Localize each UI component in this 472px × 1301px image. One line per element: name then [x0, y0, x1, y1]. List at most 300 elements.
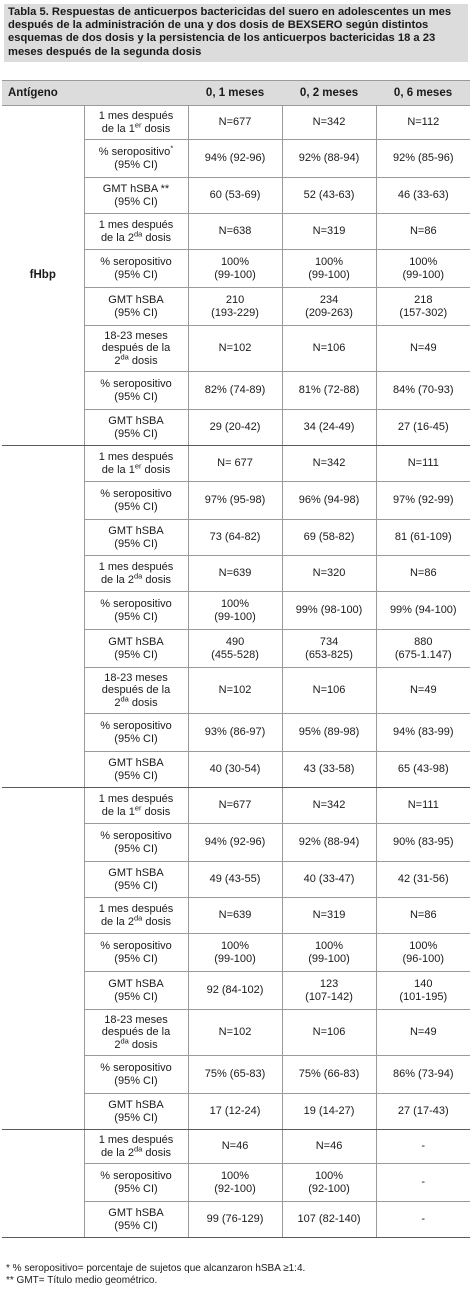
antigen-cell	[2, 446, 84, 788]
value-text: N=342	[312, 457, 346, 470]
row-description	[84, 592, 188, 630]
value-cell	[282, 326, 376, 372]
value-cell	[376, 752, 470, 788]
value-cell	[376, 1164, 470, 1202]
value-text: 19 (14-27)	[303, 1105, 355, 1118]
value-text: (99-100)	[214, 952, 256, 965]
value-text: 60 (53-69)	[209, 189, 261, 202]
value-cell	[188, 1202, 282, 1238]
value-cell	[376, 556, 470, 592]
value-text: N=319	[312, 225, 346, 238]
row-description	[84, 556, 188, 592]
value-text: N=639	[218, 567, 252, 580]
value-text: 94% (92-96)	[204, 836, 266, 849]
value-cell	[282, 482, 376, 520]
results-table	[2, 80, 470, 1238]
desc-suffix: dosis	[142, 1146, 172, 1159]
value-text: N=49	[409, 684, 437, 697]
value-cell	[282, 972, 376, 1010]
row-description	[84, 1202, 188, 1238]
row-description	[84, 214, 188, 250]
row-description	[84, 788, 188, 824]
value-text: 218	[414, 294, 433, 306]
value-text: N=677	[218, 116, 252, 129]
value-text: 29 (20-42)	[209, 421, 261, 434]
value-cell	[282, 898, 376, 934]
desc-suffix: dosis	[141, 805, 171, 818]
value-text: (675-1.147)	[394, 648, 452, 661]
row-description	[84, 372, 188, 410]
value-cell	[376, 934, 470, 972]
value-text: N=106	[312, 684, 346, 697]
value-cell	[188, 668, 282, 714]
value-text: N=86	[409, 567, 437, 580]
value-text: N=677	[218, 799, 252, 812]
value-text: 42 (31-56)	[397, 873, 449, 886]
value-cell	[188, 326, 282, 372]
value-text: 490	[225, 636, 245, 648]
desc-suffix: dosis	[142, 573, 172, 586]
value-text: 49 (43-55)	[209, 873, 261, 886]
row-description	[84, 140, 188, 178]
table-row	[2, 788, 470, 824]
desc-line-1: % seropositivo	[100, 940, 172, 952]
value-cell	[188, 1056, 282, 1094]
value-text: 27 (17-43)	[397, 1105, 449, 1118]
value-text: 34 (24-49)	[303, 421, 355, 434]
value-text: 92% (88-94)	[298, 152, 360, 165]
value-text: N=86	[409, 909, 437, 922]
value-text: -	[421, 1213, 426, 1226]
row-description	[84, 1010, 188, 1056]
antigen-cell	[2, 788, 84, 1130]
value-cell	[282, 446, 376, 482]
value-cell	[188, 288, 282, 326]
desc-line-1: GMT hSBA **	[102, 183, 170, 195]
row-description	[84, 1130, 188, 1164]
value-text: 90% (83-95)	[392, 836, 454, 849]
value-cell	[188, 1094, 282, 1130]
value-cell	[282, 592, 376, 630]
desc-line-1: % seropositivo	[100, 378, 172, 390]
row-description	[84, 668, 188, 714]
col-header-0-1: 0, 1 meses	[188, 81, 282, 106]
row-description	[84, 752, 188, 788]
value-cell	[376, 972, 470, 1010]
value-cell	[282, 714, 376, 752]
row-description	[84, 824, 188, 862]
value-text: N=106	[312, 1026, 346, 1039]
value-cell	[188, 106, 282, 140]
row-description	[84, 410, 188, 446]
value-cell	[282, 214, 376, 250]
desc-line-1: % seropositivo	[100, 720, 172, 732]
desc-suffix: dosis	[128, 1038, 158, 1051]
value-cell	[376, 288, 470, 326]
desc-line-2: de la 1	[101, 122, 135, 135]
value-text: (96-100)	[402, 952, 445, 965]
row-description	[84, 862, 188, 898]
table-row	[2, 106, 470, 140]
desc-line-1: 1 mes después	[98, 1134, 174, 1146]
desc-line-1: GMT hSBA	[108, 636, 164, 648]
desc-line-2: (95% CI)	[114, 990, 158, 1003]
desc-superscript: da	[133, 1143, 143, 1153]
desc-line-2: de la 2	[100, 1146, 134, 1159]
desc-line-1: % seropositivo	[100, 598, 172, 610]
value-text: N=86	[409, 225, 437, 238]
desc-line-1: GMT hSBA	[108, 867, 164, 879]
value-text: (455-528)	[211, 648, 259, 661]
value-cell	[188, 1164, 282, 1202]
row-description	[84, 1164, 188, 1202]
value-text: 75% (66-83)	[298, 1068, 360, 1081]
value-cell	[376, 446, 470, 482]
value-cell	[188, 372, 282, 410]
value-text: N=112	[407, 116, 440, 129]
value-text: N=111	[407, 457, 439, 470]
value-cell	[282, 140, 376, 178]
desc-line-3: 2	[114, 696, 121, 709]
antigen-cell: fHbp	[2, 106, 84, 446]
desc-line-1: 1 mes después	[98, 110, 174, 122]
desc-line-2: de la 1	[101, 805, 135, 818]
value-cell	[376, 824, 470, 862]
footnotes	[6, 1263, 305, 1287]
antigen-cell	[2, 1130, 84, 1238]
desc-line-2: (95% CI)	[114, 158, 158, 171]
row-description	[84, 250, 188, 288]
desc-line-2: (95% CI)	[114, 952, 158, 965]
value-cell	[188, 214, 282, 250]
value-cell	[188, 862, 282, 898]
value-text: 97% (95-98)	[204, 494, 266, 507]
row-description	[84, 326, 188, 372]
value-text: 86% (73-94)	[392, 1068, 454, 1081]
desc-line-2: (95% CI)	[114, 306, 158, 319]
footnote-gmt: ** GMT= Título medio geométrico.	[6, 1275, 158, 1286]
value-cell	[188, 824, 282, 862]
desc-line-1: 18-23 meses	[104, 671, 168, 684]
value-text: (92-100)	[308, 1182, 350, 1195]
desc-line-1: % seropositivo	[100, 256, 172, 268]
value-text: N=638	[218, 225, 252, 238]
value-text: N=49	[409, 342, 437, 355]
value-cell	[188, 972, 282, 1010]
desc-line-1: GMT hSBA	[108, 1099, 164, 1111]
row-description	[84, 1056, 188, 1094]
value-cell	[282, 106, 376, 140]
value-cell	[282, 668, 376, 714]
value-text: 81 (61-109)	[394, 531, 452, 544]
value-text: (157-302)	[399, 306, 448, 319]
value-cell	[376, 140, 470, 178]
row-description	[84, 714, 188, 752]
value-text: 69 (58-82)	[303, 531, 355, 544]
value-cell	[376, 1130, 470, 1164]
value-cell	[376, 668, 470, 714]
value-text: 100%	[220, 940, 250, 952]
desc-superscript: da	[120, 352, 129, 362]
value-text: 100%	[220, 256, 250, 268]
desc-line-1: 1 mes después	[98, 561, 174, 573]
value-cell	[282, 556, 376, 592]
value-text: 27 (16-45)	[397, 421, 449, 434]
value-text: 75% (65-83)	[204, 1068, 266, 1081]
desc-line-2: (95% CI)	[114, 732, 158, 745]
value-cell	[188, 1130, 282, 1164]
value-text: 97% (92-99)	[392, 494, 454, 507]
value-text: 82% (74-89)	[204, 384, 266, 397]
desc-line-1: % seropositivo	[100, 1062, 172, 1074]
desc-line-1: GMT hSBA	[108, 294, 164, 306]
desc-superscript: er	[134, 460, 142, 470]
table-row	[2, 446, 470, 482]
value-cell	[282, 934, 376, 972]
desc-line-1: % seropositivo	[100, 830, 172, 842]
value-cell	[282, 862, 376, 898]
table-title: Tabla 5. Respuestas de anticuerpos bactericidas del suero en adolescentes un mes después de la administración de una y dos dosis de BEXSERO según distintos esquemas de dos dosis y la persistencia de los anticuerpos bactericidas 18 a 23 meses después de la segunda dosis	[4, 4, 468, 62]
value-text: 46 (33-63)	[397, 189, 449, 202]
desc-superscript: *	[170, 143, 174, 153]
value-text: 96% (94-98)	[298, 494, 360, 507]
desc-line-3: 2	[114, 1038, 121, 1051]
value-text: 100%	[314, 940, 344, 952]
desc-line-2: (95% CI)	[114, 1111, 158, 1124]
value-cell	[376, 178, 470, 214]
value-text: N=342	[312, 116, 346, 129]
value-cell	[376, 1202, 470, 1238]
value-text: N=46	[221, 1140, 249, 1153]
value-cell	[282, 372, 376, 410]
value-text: 43 (33-58)	[303, 763, 355, 776]
value-cell	[188, 482, 282, 520]
value-cell	[188, 592, 282, 630]
value-cell	[376, 214, 470, 250]
value-text: 92 (84-102)	[206, 984, 264, 997]
desc-line-2: (95% CI)	[114, 879, 158, 892]
row-description	[84, 446, 188, 482]
antigen-header: Antígeno	[2, 81, 188, 106]
value-text: N=49	[409, 1026, 437, 1039]
desc-line-1: GMT hSBA	[108, 978, 164, 990]
desc-superscript: da	[120, 694, 129, 704]
value-text: 100%	[409, 256, 438, 268]
value-text: (99-100)	[214, 268, 256, 281]
value-cell	[376, 482, 470, 520]
value-text: 107 (82-140)	[297, 1213, 361, 1226]
value-text: 99% (94-100)	[389, 604, 457, 617]
desc-line-2: de la 2	[100, 573, 134, 586]
value-text: 95% (89-98)	[298, 726, 360, 739]
value-cell	[282, 824, 376, 862]
desc-line-2: (95% CI)	[114, 427, 158, 440]
value-text: 123	[319, 978, 339, 990]
value-text: N=320	[312, 567, 346, 580]
row-description	[84, 898, 188, 934]
value-text: 92% (85-96)	[392, 152, 454, 165]
value-cell	[376, 788, 470, 824]
value-text: 100%	[314, 256, 344, 268]
desc-line-2: (95% CI)	[114, 1219, 158, 1232]
value-cell	[188, 1010, 282, 1056]
value-text: -	[421, 1140, 426, 1153]
col-header-0-6: 0, 6 meses	[376, 81, 470, 106]
value-cell	[188, 788, 282, 824]
value-cell	[376, 1094, 470, 1130]
desc-suffix: dosis	[142, 231, 172, 244]
value-cell	[376, 898, 470, 934]
desc-line-1: GMT hSBA	[108, 415, 164, 427]
desc-line-1: % seropositivo	[98, 146, 171, 158]
value-text: 94% (92-96)	[204, 152, 266, 165]
value-text: 234	[319, 294, 339, 306]
value-text: (107-142)	[305, 990, 353, 1003]
value-cell	[282, 520, 376, 556]
value-text: N=639	[218, 909, 252, 922]
value-cell	[188, 630, 282, 668]
value-text: (101-195)	[399, 990, 448, 1003]
desc-line-1: 18-23 meses	[104, 329, 168, 342]
value-text: (99-100)	[402, 268, 445, 281]
desc-line-2: (95% CI)	[114, 268, 158, 281]
value-cell	[282, 752, 376, 788]
value-text: N=319	[312, 909, 346, 922]
value-cell	[282, 178, 376, 214]
value-cell	[376, 1056, 470, 1094]
value-cell	[376, 1010, 470, 1056]
value-text: 73 (64-82)	[209, 531, 261, 544]
table-row	[2, 1130, 470, 1164]
value-cell	[282, 1202, 376, 1238]
desc-line-2: después de la	[101, 684, 171, 697]
value-text: 84% (70-93)	[392, 384, 454, 397]
desc-line-1: 1 mes después	[98, 451, 174, 463]
value-cell	[188, 446, 282, 482]
value-cell	[282, 1056, 376, 1094]
value-text: 99 (76-129)	[206, 1213, 264, 1226]
desc-line-2: de la 2	[100, 915, 134, 928]
value-text: 93% (86-97)	[204, 726, 266, 739]
value-text: N=106	[312, 342, 346, 355]
value-cell	[376, 520, 470, 556]
value-cell	[282, 410, 376, 446]
value-cell	[188, 250, 282, 288]
value-text: 17 (12-24)	[209, 1105, 261, 1118]
desc-line-2: (95% CI)	[114, 1074, 158, 1087]
value-text: (193-229)	[211, 306, 259, 319]
value-text: 52 (43-63)	[303, 189, 355, 202]
value-text: 100%	[314, 1170, 344, 1182]
value-cell	[188, 752, 282, 788]
value-text: 81% (72-88)	[298, 384, 360, 397]
desc-line-1: GMT hSBA	[108, 525, 164, 537]
value-text: 65 (43-98)	[397, 763, 449, 776]
value-cell	[282, 1094, 376, 1130]
value-text: 92% (88-94)	[298, 836, 360, 849]
row-description	[84, 934, 188, 972]
desc-line-2: (95% CI)	[114, 500, 158, 513]
value-cell	[376, 630, 470, 668]
value-cell	[188, 898, 282, 934]
value-cell	[282, 250, 376, 288]
value-text: (209-263)	[305, 306, 353, 319]
value-cell	[188, 140, 282, 178]
value-text: 210	[225, 294, 245, 306]
value-cell	[188, 178, 282, 214]
value-text: (99-100)	[308, 952, 350, 965]
desc-line-2: (95% CI)	[114, 195, 158, 208]
value-text: 100%	[409, 940, 438, 952]
desc-line-2: (95% CI)	[114, 390, 158, 403]
value-text: (653-825)	[305, 648, 353, 661]
desc-line-2: (95% CI)	[114, 537, 158, 550]
desc-suffix: dosis	[128, 354, 158, 367]
col-header-0-2: 0, 2 meses	[282, 81, 376, 106]
desc-line-2: (95% CI)	[114, 769, 158, 782]
value-text: 94% (83-99)	[392, 726, 454, 739]
desc-line-2: de la 1	[101, 463, 135, 476]
desc-line-2: (95% CI)	[114, 842, 158, 855]
value-cell	[376, 862, 470, 898]
value-cell	[376, 106, 470, 140]
desc-line-3: 2	[114, 354, 121, 367]
desc-line-1: 1 mes después	[98, 793, 174, 805]
desc-line-2: de la 2	[100, 231, 134, 244]
value-text: 100%	[220, 1170, 250, 1182]
row-description	[84, 106, 188, 140]
value-text: 734	[319, 636, 339, 648]
desc-suffix: dosis	[142, 915, 172, 928]
value-text: (99-100)	[214, 610, 256, 623]
value-cell	[282, 1164, 376, 1202]
value-cell	[376, 250, 470, 288]
value-cell	[188, 714, 282, 752]
footnote-seropositive: * % seropositivo= porcentaje de sujetos que alcanzaron hSBA ≥1:4.	[6, 1263, 306, 1274]
desc-line-1: 1 mes después	[98, 219, 174, 231]
desc-superscript: er	[134, 119, 142, 129]
value-text: -	[421, 1176, 426, 1189]
value-cell	[376, 326, 470, 372]
row-description	[84, 630, 188, 668]
desc-line-2: (95% CI)	[114, 648, 158, 661]
value-text: 880	[414, 636, 433, 648]
desc-line-2: (95% CI)	[114, 1182, 158, 1195]
value-cell	[188, 520, 282, 556]
desc-line-2: después de la	[101, 342, 171, 355]
row-description	[84, 520, 188, 556]
value-text: (99-100)	[308, 268, 350, 281]
value-text: 100%	[220, 598, 250, 610]
desc-superscript: da	[133, 228, 143, 238]
header-row	[2, 81, 470, 106]
value-cell	[376, 592, 470, 630]
desc-superscript: da	[133, 570, 143, 580]
value-text: N=46	[315, 1140, 343, 1153]
desc-line-2: después de la	[101, 1026, 171, 1039]
desc-line-2: (95% CI)	[114, 610, 158, 623]
desc-line-1: % seropositivo	[100, 1170, 172, 1182]
value-text: N=102	[218, 1026, 252, 1039]
value-cell	[188, 934, 282, 972]
value-text: N=102	[218, 684, 252, 697]
desc-line-1: 1 mes después	[98, 903, 174, 915]
value-cell	[282, 1010, 376, 1056]
desc-superscript: da	[133, 912, 143, 922]
row-description	[84, 288, 188, 326]
value-cell	[376, 372, 470, 410]
row-description	[84, 1094, 188, 1130]
